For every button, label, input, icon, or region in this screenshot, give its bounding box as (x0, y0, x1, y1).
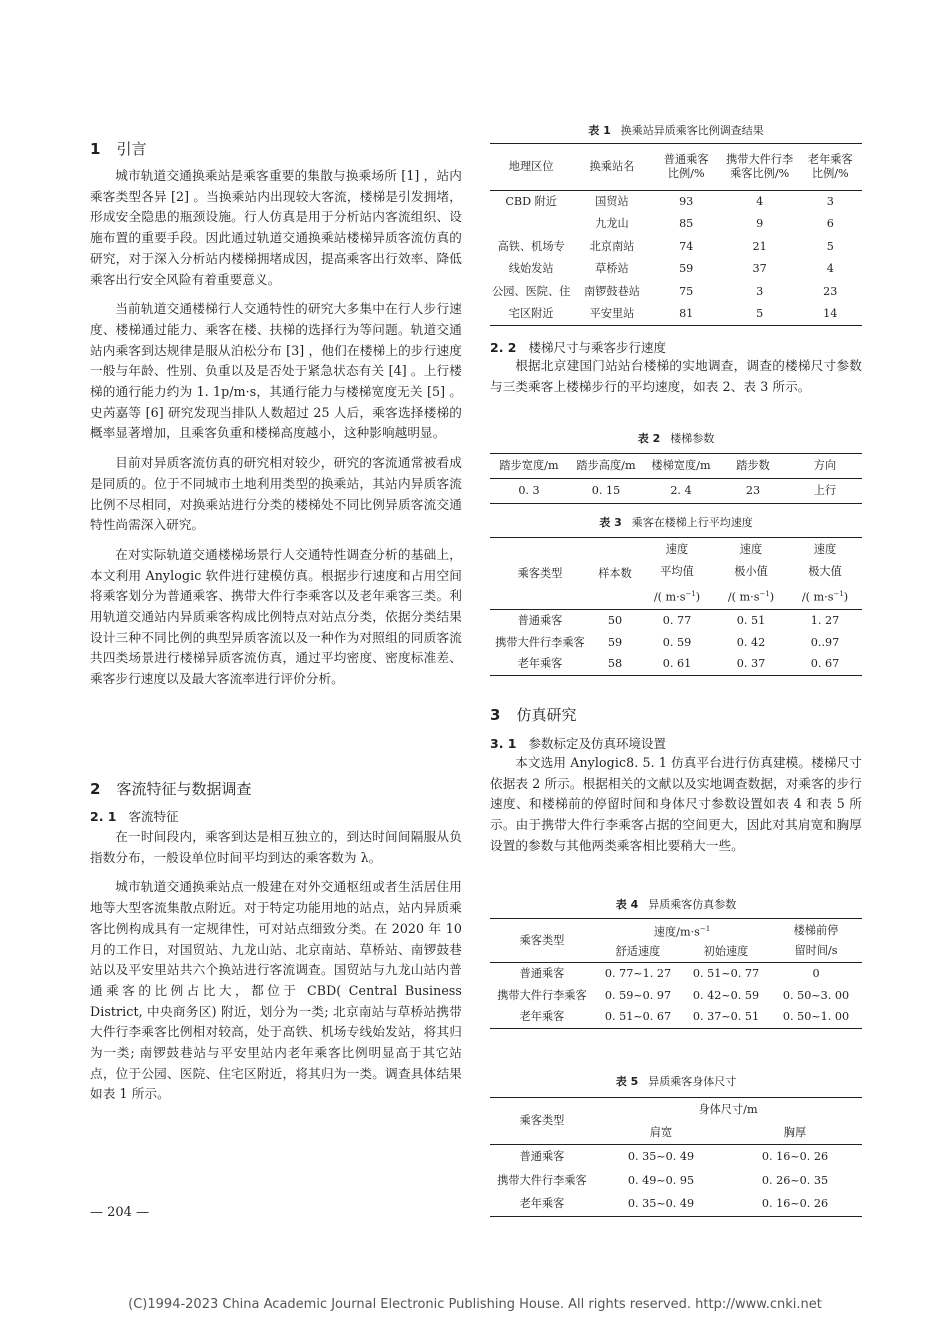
section-3-1-body (490, 753, 862, 857)
paragraph: 在对实际轨道交通楼梯场景行人交通特性调查分析的基础上，本文利用 Anylogic 软件进行建模仿真。根据步行速度和占用空间将乘客划分为普通乘客、携带大件行李乘客以及老年乘客三类。利用轨道交通站内异质乘客构成比例特点对站点分类，依据分类结果设计三种不同比例的典型异质客流以及一种作为对照组的同质客流共四类场景进行楼梯异质客流仿真，通过平均密度、密度标准差、乘客步行速度以及最大客流率进行评价分析。 (90, 546, 462, 687)
section-2-1-body (90, 827, 462, 1105)
table-row: 普通乘客 50 0. 77 0. 51 1. 27 (517, 613, 840, 627)
table-row: CBD 附近 国贸站 93 4 3 (505, 195, 834, 208)
table-row: 携带大件行李乘客 0. 49~0. 95 0. 26~0. 35 (497, 1173, 829, 1187)
table-header: 速度 极小值 /( $m\cdot s^{-1}$) (714, 538, 788, 610)
table-header: 楼梯前停 留时间/s (770, 919, 862, 963)
table-2 (490, 453, 862, 504)
table-header: 样本数 (590, 538, 640, 610)
table-4 (490, 918, 862, 1029)
table-header: 舒适速度 (594, 943, 682, 963)
section-1-body (90, 166, 462, 690)
section-3-heading: 3 仿真研究 (490, 706, 577, 724)
paragraph: 当前轨道交通楼梯行人交通特性的研究大多集中在行人步行速度、楼梯通过能力、乘客在楼、扶梯的选择行为等问题。轨道交通站内乘客到达规律是服从泊松分布 [3] ，他们在楼梯上的步行速度一般与年龄、性别、负重以及是否处于紧急状态有关 [4] 。上行楼梯的通行能力约为 1. 1p/m·s，其通行能力与楼梯宽度无关 [5] 。史芮嘉等 [6] 研究发现当排队人数超过 25 人后，乘客选择楼梯的概率显著增加，且乘客负重和楼梯高度越小，这种影响越明显。 (90, 301, 462, 441)
table-header: 方向 (788, 454, 862, 479)
table-row: 普通乘客 0. 77~1. 27 0. 51~0. 77 0 (519, 966, 820, 980)
copyright-footer: (C)1994-2023 China Academic Journal Electronic Publishing House. All rights reserved. http://www.cnki.net (128, 1297, 822, 1312)
table-header: 乘客类型 (490, 919, 594, 963)
table-header: 速度 极大值 /( $m\cdot s^{-1}$) (788, 538, 862, 610)
table-header: 初始速度 (682, 943, 770, 963)
table-header: 身体尺寸/m (698, 1102, 758, 1116)
table-row: 携带大件行李乘客 0. 59~0. 97 0. 42~0. 59 0. 50~3. 00 (497, 988, 850, 1002)
table-header: 老年乘客 比例/% (799, 144, 862, 191)
table-header: 地理区位 (490, 144, 572, 191)
table-row: 宅区附近 平安里站 81 5 14 (508, 307, 838, 320)
table-header: 乘客类型 (490, 538, 590, 610)
table-1 (490, 143, 862, 326)
table-5-caption: 表 5 异质乘客身体尺寸 (615, 1075, 737, 1088)
table-row: 公园、医院、住 南锣鼓巷站 75 3 23 (492, 284, 838, 298)
table-3 (490, 537, 862, 676)
paragraph: 本文选用 Anylogic8. 5. 1 仿真平台进行仿真建模。楼梯尺寸依据表 2 所示。根据相关的文献以及实地调查数据，对乘客的步行速度、和楼梯前的停留时间和身体尺寸参数设置如表 4 和表 5 所示。由于携带大件行李乘客占据的空间更大，因此对其肩宽和胸厚设置的参数与其他两类乘客相比要稍大一些。 (490, 755, 862, 853)
table-row: 普通乘客 0. 35~0. 49 0. 16~0. 26 (519, 1149, 829, 1163)
table-row: 携带大件行李乘客 59 0. 59 0. 42 0..97 (495, 635, 840, 649)
table-header: 携带大件行李 乘客比例/% (721, 144, 799, 191)
table-header: 速度$/m\cdot s^{-1}$ (653, 924, 711, 939)
table-header: 踏步宽度/m (490, 454, 568, 479)
table-header: 速度 平均值 /( $m\cdot s^{-1}$) (640, 538, 714, 610)
table-row: 老年乘客 58 0. 61 0. 37 0. 67 (517, 657, 840, 671)
paragraph: 城市轨道交通换乘站点一般建在对外交通枢纽或者生活居住用地等大型客流集散点附近。对于特定功能用地的站点，站内异质乘客比例构成具有一定规律性，可对站点细致分类。在 2020 年 10 月的工作日，对国贸站、九龙山站、北京南站、草桥站、南锣鼓巷站以及平安里站共六个换站进行客流调查。国贸站与九龙山站内普通乘客的比例占比大，都位于 CBD( Central Business District, 中央商务区) 附近，划分为一类; 北京南站与草桥站携带大件行李乘客比例相对较高，处于高铁、机场专线始发站，将其归为一类; 南锣鼓巷站与平安里站内老年乘客比例明显高于其它站点，位于公园、医院、住宅区附近，将其归为一类。调查具体结果如表 1 所示。 (90, 879, 462, 1102)
table-row: 老年乘客 0. 51~0. 67 0. 37~0. 51 0. 50~1. 00 (519, 1010, 850, 1024)
paragraph: 根据北京建国门站站台楼梯的实地调查，调查的楼梯尺寸参数与三类乘客上楼梯步行的平均速度，如表 2、表 3 所示。 (490, 358, 862, 394)
table-header: 胸厚 (728, 1122, 862, 1145)
table-header: 乘客类型 (490, 1098, 594, 1145)
table-2-caption: 表 2 楼梯参数 (637, 432, 715, 445)
paragraph: 目前对异质客流仿真的研究相对较少，研究的客流通常被看成是同质的。位于不同城市土地利用类型的换乘站，其站内异质客流比例不尽相同，对换乘站进行分类的楼梯处不同比例异质客流交通特性尚需深入研究。 (90, 455, 462, 533)
table-header: 踏步数 (718, 454, 788, 479)
table-5 (490, 1097, 862, 1217)
table-header: 普通乘客 比例/% (652, 144, 721, 191)
section-2-heading: 2 客流特征与数据调查 (90, 780, 252, 798)
table-1-caption: 表 1 换乘站异质乘客比例调查结果 (588, 124, 764, 137)
section-2-2-body (490, 356, 862, 397)
table-header: 肩宽 (594, 1122, 728, 1145)
page-number: — 204 — (90, 1205, 150, 1220)
table-row: 0. 3 0. 15 2. 4 23 上行 (518, 484, 837, 497)
paragraph: 城市轨道交通换乘站是乘客重要的集散与换乘场所 [1] ，站内乘客类型各异 [2] 。当换乘站内出现较大客流，楼梯是引发拥堵，形成安全隐患的瓶颈设施。行人仿真是用于分析站内客流组织、设施布置的重要手段。因此通过轨道交通换乘站楼梯异质客流仿真的研究，对于深入分析站内楼梯拥堵成因，提高乘客出行效率、降低乘客出行安全风险有着重要意义。 (90, 168, 462, 287)
table-4-caption: 表 4 异质乘客仿真参数 (615, 898, 737, 911)
table-row: 线始发站 草桥站 59 37 4 (508, 262, 834, 276)
table-header: 换乘站名 (572, 144, 651, 191)
table-3-caption: 表 3 乘客在楼梯上行平均速度 (599, 516, 753, 529)
table-row: 九龙山 85 9 6 (595, 217, 834, 231)
table-row: 高铁、机场专 北京南站 74 21 5 (497, 239, 834, 253)
section-2-2-heading: 2. 2 楼梯尺寸与乘客步行速度 (490, 340, 667, 355)
table-header: 踏步高度/m (568, 454, 644, 479)
table-row: 老年乘客 0. 35~0. 49 0. 16~0. 26 (519, 1197, 829, 1211)
paragraph: 在一时间段内，乘客到达是相互独立的，到达时间间隔服从负指数分布，一般设单位时间平均到达的乘客数为 λ。 (90, 829, 462, 865)
table-header: 楼梯宽度/m (644, 454, 718, 479)
section-1-heading: 1 引言 (90, 140, 147, 158)
section-3-1-heading: 3. 1 参数标定及仿真环境设置 (490, 736, 667, 751)
section-2-1-heading: 2. 1 客流特征 (90, 809, 179, 824)
